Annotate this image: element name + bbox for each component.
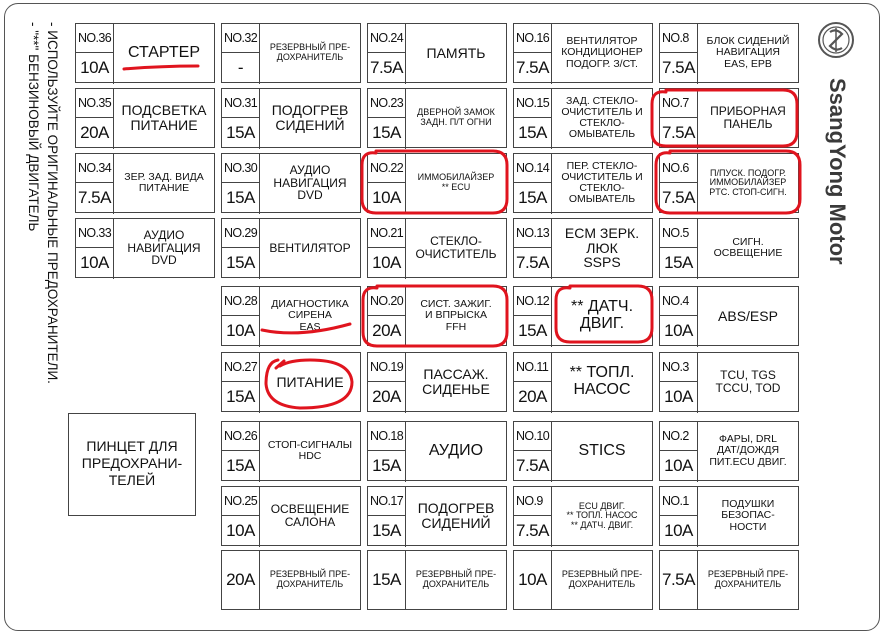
fuse-amperage: 15A xyxy=(660,248,698,279)
fuse-description xyxy=(260,219,360,277)
fuse-amperage: 15A xyxy=(514,316,552,347)
fuse-amperage: 10A xyxy=(368,248,406,279)
fuse-slot-27 xyxy=(221,352,361,412)
fuse-description-line: ОЧИСТИТЕЛЬ И xyxy=(561,170,643,183)
fuse-amperage: 10A xyxy=(222,516,260,547)
fuse-description-line: ПОДОГР. З/СТ. xyxy=(566,57,638,70)
fuse-number: NO.18 xyxy=(368,422,406,451)
fuse-description-line: ПИТАНИЕ xyxy=(138,182,190,194)
fuse-number: NO.5 xyxy=(660,219,698,248)
fuse-description-line: ЗАДН. П/Т ОГНИ xyxy=(420,117,492,127)
fuse-description-line: ВЕНТИЛЯТОР xyxy=(566,35,638,48)
fuse-number: NO.14 xyxy=(514,154,552,183)
fuse-description-line: ВЕНТИЛЯТОР xyxy=(269,240,351,255)
fuse-amperage: 15A xyxy=(368,451,406,482)
fuse-description-line: ABS/ESP xyxy=(718,307,778,324)
fuse-description-line: ПРИБОРНАЯ xyxy=(710,104,786,119)
fuse-description-line: ПАССАЖ. xyxy=(423,366,489,383)
fuse-description xyxy=(114,219,214,277)
fuse-amperage: 15A xyxy=(368,516,406,547)
fuse-description-line: ЗАД. СТЕКЛО- xyxy=(566,94,638,107)
fuse-slot-8 xyxy=(659,23,799,83)
fuse-amperage: 7.5A xyxy=(514,248,552,279)
brand xyxy=(812,20,862,320)
fuse-slot-36 xyxy=(75,23,215,83)
fuse-description-line: СИГН. xyxy=(732,235,764,248)
fuse-description-line: ДОХРАНИТЕЛЬ xyxy=(714,579,782,589)
fuse-description xyxy=(406,487,506,545)
fuse-description-line: ОСВЕЩЕНИЕ xyxy=(713,247,783,259)
fuse-description-line: ДАТ/ДОЖДЯ xyxy=(716,444,780,457)
fuse-description-line: СТЕКЛО- xyxy=(579,117,625,129)
fuse-description xyxy=(114,89,214,147)
fuse-slot-4 xyxy=(659,286,799,346)
fuse-description-line: РЕЗЕРВНЫЙ ПРЕ- xyxy=(415,569,497,580)
fuse-description xyxy=(260,24,360,82)
fuse-slot-28 xyxy=(221,286,361,346)
fuse-description-line: П/ПУСК. ПОДОГР. xyxy=(710,167,786,178)
fuse-description-line: PTC. СТОП-СИГН. xyxy=(709,186,787,197)
fuse-number: NO.32 xyxy=(222,24,260,53)
fuse-number: NO.1 xyxy=(660,487,698,516)
fuse-description-line: ПАНЕЛЬ xyxy=(723,117,773,131)
fuse-description-line: ДВИГ. xyxy=(579,315,625,332)
fuse-amperage: 15A xyxy=(222,248,260,279)
fuse-amperage: 15A xyxy=(222,382,260,413)
fuse-description-line: EAS xyxy=(299,320,321,333)
fuse-description-line: САЛОНА xyxy=(284,515,336,529)
fuse-amperage: 15A xyxy=(222,451,260,482)
fuse-slot-6 xyxy=(659,153,799,213)
fuse-description-line: DVD xyxy=(297,188,323,203)
fuse-description xyxy=(698,219,798,277)
fuse-description-line: РЕЗЕРВНЫЙ ПРЕ- xyxy=(269,569,351,580)
fuse-number: NO.35 xyxy=(76,89,114,118)
fuse-description-line: СИДЕНЬЕ xyxy=(422,381,490,397)
fuse-amperage: 20A xyxy=(514,382,552,413)
fuse-description xyxy=(260,89,360,147)
fuse-description-line: РЕЗЕРВНЫЙ ПРЕ- xyxy=(707,569,789,580)
fuse-amperage: 15A xyxy=(222,183,260,214)
fuse-description-line: ДОХРАНИТЕЛЬ xyxy=(276,52,344,62)
fuse-description-line: ** ECU xyxy=(441,182,471,192)
fuse-amperage: 10A xyxy=(660,516,698,547)
fuse-description-line: НОСТИ xyxy=(729,520,767,533)
fuse-description-line: ИММОБИЛАЙЗЕР xyxy=(417,172,495,183)
fuse-slot-24 xyxy=(367,23,507,83)
fuse-description-line: ECM ЗЕРК. xyxy=(564,224,640,241)
fuse-slot-33 xyxy=(75,218,215,278)
fuse-description xyxy=(260,551,360,609)
spare-fuse-slot xyxy=(367,550,507,610)
fuse-description-line: ** ТОПЛ. xyxy=(569,364,635,382)
fuse-description xyxy=(698,89,798,147)
fuse-description-line: ПАМЯТЬ xyxy=(426,44,486,61)
fuse-number: NO.25 xyxy=(222,487,260,516)
fuse-slot-19 xyxy=(367,352,507,412)
fuse-number: NO.13 xyxy=(514,219,552,248)
fuse-amperage: 10A xyxy=(222,316,260,347)
fuse-description-line: ДОХРАНИТЕЛЬ xyxy=(568,579,636,589)
brand-name: SsangYong Motor xyxy=(825,78,850,265)
fuse-description-line: ИММОБИЛАЙЗЕР xyxy=(709,177,787,188)
fuse-number: NO.26 xyxy=(222,422,260,451)
fuse-slot-5 xyxy=(659,218,799,278)
fuse-description-line: ПЕР. СТЕКЛО- xyxy=(566,159,638,172)
fuse-amperage: 10A xyxy=(660,382,698,413)
fuse-description xyxy=(698,353,798,411)
fuse-description-line: ДИАГНОСТИКА xyxy=(271,298,349,311)
fuse-number: NO.20 xyxy=(368,287,406,316)
fuse-amperage: 10A xyxy=(76,248,114,279)
fuse-description-line: АУДИО xyxy=(289,162,331,177)
fuse-number: NO.7 xyxy=(660,89,698,118)
fuse-description xyxy=(698,551,798,609)
fuse-slot-20 xyxy=(367,286,507,346)
fuse-slot-16 xyxy=(513,23,653,83)
fuse-slot-30 xyxy=(221,153,361,213)
fuse-description xyxy=(406,287,506,345)
fuse-amperage: 20A xyxy=(76,118,114,149)
fuse-number: NO.34 xyxy=(76,154,114,183)
fuse-description-line: ОСВЕЩЕНИЕ xyxy=(270,502,350,517)
fuse-description xyxy=(552,154,652,212)
fuse-slot-29 xyxy=(221,218,361,278)
fuse-amperage: 7.5A xyxy=(514,516,552,547)
fuse-description-line: ОЧИСТИТЕЛЬ xyxy=(415,247,497,261)
fuse-description-line: БЕЗОПАС- xyxy=(721,509,775,522)
fuse-number: NO.27 xyxy=(222,353,260,382)
fuse-description-line: ПОДУШКИ xyxy=(721,498,775,511)
fuse-description-line: НАВИГАЦИЯ xyxy=(273,175,347,190)
fuse-description xyxy=(260,287,360,345)
fuse-description xyxy=(552,422,652,480)
fuse-description-line: АУДИО xyxy=(428,441,484,459)
fuse-description xyxy=(698,487,798,545)
fuse-slot-34 xyxy=(75,153,215,213)
fuse-description xyxy=(552,353,652,411)
fuse-description xyxy=(552,24,652,82)
fuse-amperage: 10A xyxy=(660,451,698,482)
fuse-description-line: СТАРТЕР xyxy=(127,43,200,61)
fuse-description-line: РЕЗЕРВНЫЙ ПРЕ- xyxy=(269,42,351,53)
fuse-description-line: СИДЕНИЙ xyxy=(421,515,491,531)
fuse-slot-2 xyxy=(659,421,799,481)
fuse-number: NO.29 xyxy=(222,219,260,248)
fuse-description-line: СИРЕНА xyxy=(288,309,332,322)
fuse-number: NO.4 xyxy=(660,287,698,316)
fuse-number: NO.2 xyxy=(660,422,698,451)
fuse-description xyxy=(114,24,214,82)
fuse-amperage: 7.5A xyxy=(660,118,698,149)
fuse-description-line: ПОДОГРЕВ xyxy=(417,500,495,517)
fuse-description-line: ПОДОГРЕВ xyxy=(271,102,349,119)
ssangyong-logo-icon xyxy=(816,20,856,60)
fuse-description-line: ОЧИСТИТЕЛЬ И xyxy=(561,105,643,118)
fuse-slot-14 xyxy=(513,153,653,213)
fuse-amperage: 7.5A xyxy=(368,53,406,84)
fuse-number: NO.33 xyxy=(76,219,114,248)
fuse-amperage: 15A xyxy=(222,118,260,149)
side-note xyxy=(22,22,62,442)
fuse-description-line: STICS xyxy=(578,441,626,459)
fuse-description xyxy=(260,487,360,545)
fuse-description-line: TCU, TGS xyxy=(720,368,776,383)
fuse-amperage: 20A xyxy=(222,551,260,609)
fuse-description xyxy=(406,551,506,609)
fuse-amperage: 15A xyxy=(514,118,552,149)
fuse-description-line: HDC xyxy=(298,450,322,462)
fuse-description-line: DVD xyxy=(151,253,177,268)
fuse-description xyxy=(406,422,506,480)
fuse-description-line: РЕЗЕРВНЫЙ ПРЕ- xyxy=(561,569,643,580)
fuse-amperage: 20A xyxy=(368,316,406,347)
fuse-number: NO.31 xyxy=(222,89,260,118)
fuse-description-line: ЛЮК xyxy=(586,239,618,256)
fuse-description-line: И ВПРЫСКА xyxy=(424,309,487,322)
fuse-description xyxy=(260,422,360,480)
side-note-line-2: - "**" БЕНЗИНОВЫЙ ДВИГАТЕЛЬ xyxy=(26,22,41,232)
fuse-amperage: 10A xyxy=(368,183,406,214)
fuse-description-line: СИДЕНИЙ xyxy=(275,117,345,133)
fuse-slot-12 xyxy=(513,286,653,346)
fuse-description-line: ПОДСВЕТКА xyxy=(121,102,207,119)
fuse-slot-22 xyxy=(367,153,507,213)
fuse-number: NO.21 xyxy=(368,219,406,248)
fuse-description-line: ЗЕР. ЗАД. ВИДА xyxy=(124,170,204,183)
fuse-number: NO.8 xyxy=(660,24,698,53)
fuse-description-line: НАСОС xyxy=(573,381,631,398)
fuse-amperage: 7.5A xyxy=(76,183,114,214)
fuse-number: NO.23 xyxy=(368,89,406,118)
fuse-description xyxy=(114,154,214,212)
fuse-slot-15 xyxy=(513,88,653,148)
fuse-description xyxy=(406,353,506,411)
fuse-amperage: 15A xyxy=(368,118,406,149)
fuse-slot-32 xyxy=(221,23,361,83)
fuse-amperage: 15A xyxy=(514,183,552,214)
fuse-description-line: СИСТ. ЗАЖИГ. xyxy=(420,298,492,311)
fuse-description-line: ПИТ.ECU ДВИГ. xyxy=(709,455,787,468)
fuse-number: NO.10 xyxy=(514,422,552,451)
fuse-amperage: 7.5A xyxy=(660,551,698,609)
fuse-description xyxy=(552,551,652,609)
fuse-description xyxy=(698,154,798,212)
fuse-number: NO.6 xyxy=(660,154,698,183)
fuse-slot-10 xyxy=(513,421,653,481)
spare-fuse-slot xyxy=(513,550,653,610)
fuse-description-line: ПИТАНИЕ xyxy=(276,373,344,390)
fuse-description xyxy=(406,154,506,212)
fuse-number: NO.9 xyxy=(514,487,552,516)
fuse-description-line: СТЕКЛО- xyxy=(430,234,482,249)
fuse-number: NO.30 xyxy=(222,154,260,183)
fuse-description xyxy=(552,89,652,147)
fuse-amperage: 10A xyxy=(660,316,698,347)
spare-fuse-slot xyxy=(659,550,799,610)
fuse-description xyxy=(552,219,652,277)
fuse-amperage: 7.5A xyxy=(660,183,698,214)
fuse-slot-13 xyxy=(513,218,653,278)
fuse-slot-18 xyxy=(367,421,507,481)
fuse-amperage: 10A xyxy=(514,551,552,609)
fuse-description-line: TCCU, TOD xyxy=(715,381,781,395)
fuse-description xyxy=(698,422,798,480)
fuse-description xyxy=(260,353,360,411)
fuse-amperage: 20A xyxy=(368,382,406,413)
fuse-description-line: НАВИГАЦИЯ xyxy=(715,46,781,59)
fuse-description xyxy=(406,219,506,277)
fuse-amperage: 7.5A xyxy=(514,451,552,482)
tweezer-compartment xyxy=(68,413,196,516)
fuse-slot-9 xyxy=(513,486,653,546)
fuse-description xyxy=(260,154,360,212)
fuse-description-line: ОМЫВАТЕЛЬ xyxy=(568,193,636,206)
fuse-amperage: 10A xyxy=(76,53,114,84)
fuse-description-line: ПИТАНИЕ xyxy=(130,117,198,133)
fuse-description xyxy=(698,287,798,345)
fuse-description-line: СТОП-СИГНАЛЫ xyxy=(267,438,353,451)
fuse-description-line: ОМЫВАТЕЛЬ xyxy=(568,128,636,141)
fuse-slot-23 xyxy=(367,88,507,148)
fuse-description-line: СТЕКЛО- xyxy=(579,182,625,194)
fuse-description-line: БЛОК СИДЕНИЙ xyxy=(706,35,790,48)
fuse-description xyxy=(552,287,652,345)
fuse-number: NO.11 xyxy=(514,353,552,382)
fuse-slot-11 xyxy=(513,352,653,412)
fuse-description-line: ДОХРАНИТЕЛЬ xyxy=(422,579,490,589)
fuse-description-line: ** ДАТЧ. xyxy=(570,298,634,316)
fuse-description-line: ФАРЫ, DRL xyxy=(719,433,777,446)
fuse-slot-31 xyxy=(221,88,361,148)
fuse-amperage: 15A xyxy=(368,551,406,609)
fuse-slot-17 xyxy=(367,486,507,546)
fuse-amperage: 7.5A xyxy=(660,53,698,84)
fuse-amperage: - xyxy=(222,53,260,84)
fuse-description-line: КОНДИЦИОНЕР xyxy=(561,46,643,59)
spare-fuse-slot xyxy=(221,550,361,610)
fuse-slot-35 xyxy=(75,88,215,148)
fuse-description-line: ** ТОПЛ. НАСОС xyxy=(566,510,638,521)
tweezer-label: ПИНЦЕТ ДЛЯ ПРЕДОХРАНИ-ТЕЛЕЙ xyxy=(81,438,183,488)
fuse-slot-3 xyxy=(659,352,799,412)
fuse-amperage: 7.5A xyxy=(514,53,552,84)
fuse-description xyxy=(698,24,798,82)
fuse-description-line: FFH xyxy=(445,320,467,333)
fuse-slot-25 xyxy=(221,486,361,546)
fuse-description xyxy=(406,89,506,147)
fuse-slot-26 xyxy=(221,421,361,481)
fuse-description-line: ДВЕРНОЙ ЗАМОК xyxy=(417,107,495,118)
fuse-number: NO.15 xyxy=(514,89,552,118)
fuse-number: NO.19 xyxy=(368,353,406,382)
fuse-description-line: ДОХРАНИТЕЛЬ xyxy=(276,579,344,589)
fuse-description-line: ** ДАТЧ. ДВИГ. xyxy=(570,519,634,530)
fuse-description xyxy=(406,24,506,82)
fuse-number: NO.16 xyxy=(514,24,552,53)
fuse-description-line: АУДИО xyxy=(143,227,185,242)
fuse-number: NO.3 xyxy=(660,353,698,382)
fuse-number: NO.24 xyxy=(368,24,406,53)
fuse-number: NO.28 xyxy=(222,287,260,316)
fuse-description-line: SSPS xyxy=(583,254,621,271)
fuse-number: NO.17 xyxy=(368,487,406,516)
side-note-line-1: - ИСПОЛЬЗУЙТЕ ОРИГИНАЛЬНЫЕ ПРЕДОХРАНИТЕЛИ. xyxy=(45,22,60,384)
fuse-slot-21 xyxy=(367,218,507,278)
fuse-number: NO.12 xyxy=(514,287,552,316)
fuse-number: NO.22 xyxy=(368,154,406,183)
fuse-description xyxy=(552,487,652,545)
fuse-description-line: НАВИГАЦИЯ xyxy=(127,240,201,255)
fuse-description-line: EAS, EPB xyxy=(724,57,772,70)
fuse-slot-7 xyxy=(659,88,799,148)
fuse-slot-1 xyxy=(659,486,799,546)
fuse-description-line: ECU ДВИГ. xyxy=(578,500,626,511)
fuse-number: NO.36 xyxy=(76,24,114,53)
